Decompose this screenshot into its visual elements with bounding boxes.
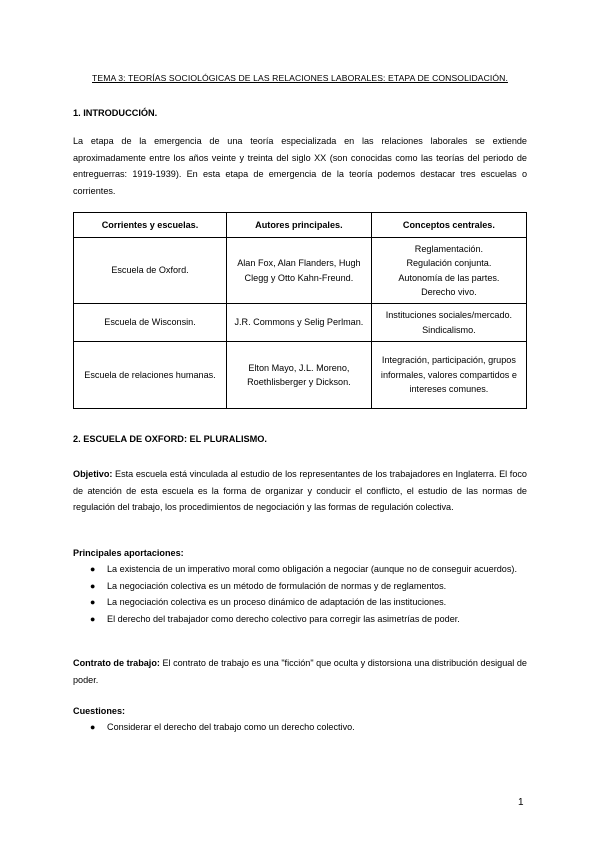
concept-item: Regulación conjunta. [406,258,492,268]
objetivo-paragraph [73,466,527,516]
bullet-icon: ● [90,597,96,607]
concept-item: Derecho vivo. [421,287,477,297]
table-row [74,304,527,342]
concept-item: Instituciones sociales/mercado. [385,310,513,320]
document-title: TEMA 3: TEORÍAS SOCIOLÓGICAS DE LAS RELACIONES LABORALES: ETAPA DE CONSOLIDACIÓN. [92,73,508,83]
section-heading-oxford: 2. ESCUELA DE OXFORD: EL PLURALISMO. [73,434,267,444]
list-item-text: El derecho del trabajador como derecho colectivo para corregir las asimetrías de poder. [107,613,460,624]
list-item [90,611,527,628]
list-item [90,578,527,595]
list-item [90,561,527,578]
table-row [74,238,527,304]
cuestiones-label: Cuestiones: [73,706,126,716]
cuestiones-list [90,719,527,736]
table-cell-concepts [371,238,526,304]
table-header-cell: Corrientes y escuelas. [74,213,227,238]
list-item [90,719,527,736]
list-item-text: La negociación colectiva es un método de formulación de normas y de reglamentos. [107,580,447,591]
table-header-cell: Conceptos centrales. [371,213,526,238]
section-heading-introduccion: 1. INTRODUCCIÓN. [73,108,158,118]
concept-item: Integración, participación, grupos informales, valores compartidos e intereses comunes. [380,355,517,395]
bullet-icon: ● [90,613,96,624]
list-item-text: La negociación colectiva es un proceso dinámico de adaptación de las instituciones. [107,597,447,607]
objetivo-label: Objetivo: [73,469,113,479]
intro-paragraph: La etapa de la emergencia de una teoría especializada en las relaciones laborales se extiende aproximadamente entre los años veinte y treinta del siglo XX (son conocidas como las teorías del periodo de entreguerras: 1919-1939). En esta etapa de emergencia de la teoría podemos destacar tres escuelas o corrientes. [73,136,527,196]
bullet-icon: ● [90,722,96,732]
table-header-cell: Autores principales. [226,213,371,238]
concept-item: Autonomía de las partes. [398,272,500,283]
table-cell-school: Escuela de Wisconsin. [74,304,227,342]
objetivo-text: Esta escuela está vinculada al estudio de los representantes de los trabajadores en Inglaterra. El foco de atención de esta escuela es la forma de organizar y conducir el conflicto, el estudio de las normas de regulación del trabajo, los procedimientos de negociación y las formas de regulación colectiva. [73,469,527,512]
table-row [74,342,527,409]
list-item-text: La existencia de un imperativo moral como obligación a negociar (aunque no de conseguir acuerdos). [107,564,517,574]
page-number: 1 [518,797,524,808]
table-header-row [74,213,527,238]
schools-table [73,212,527,409]
table-cell-concepts [371,304,526,342]
table-cell-concepts [371,342,526,409]
contrato-text: El contrato de trabajo es una "ficción" que oculta y distorsiona una distribución desigual de poder. [73,658,527,685]
table-cell-authors: Elton Mayo, J.L. Moreno, Roethlisberger y Dickson. [226,342,371,409]
table-cell-school: Escuela de relaciones humanas. [74,342,227,409]
contrato-label: Contrato de trabajo: [73,658,160,668]
contrato-paragraph [73,655,527,688]
aportaciones-label: Principales aportaciones: [73,548,184,558]
table-cell-authors: Alan Fox, Alan Flanders, Hugh Clegg y Otto Kahn-Freund. [226,238,371,304]
bullet-icon: ● [90,564,96,574]
concept-item: Reglamentación. [414,243,484,254]
list-item [90,594,527,611]
concept-item: Sindicalismo. [422,324,476,335]
table-cell-authors: J.R. Commons y Selig Perlman. [226,304,371,342]
list-item-text: Considerar el derecho del trabajo como un derecho colectivo. [107,722,355,732]
bullet-icon: ● [90,580,96,591]
table-cell-school: Escuela de Oxford. [74,238,227,304]
aportaciones-list [90,561,527,627]
